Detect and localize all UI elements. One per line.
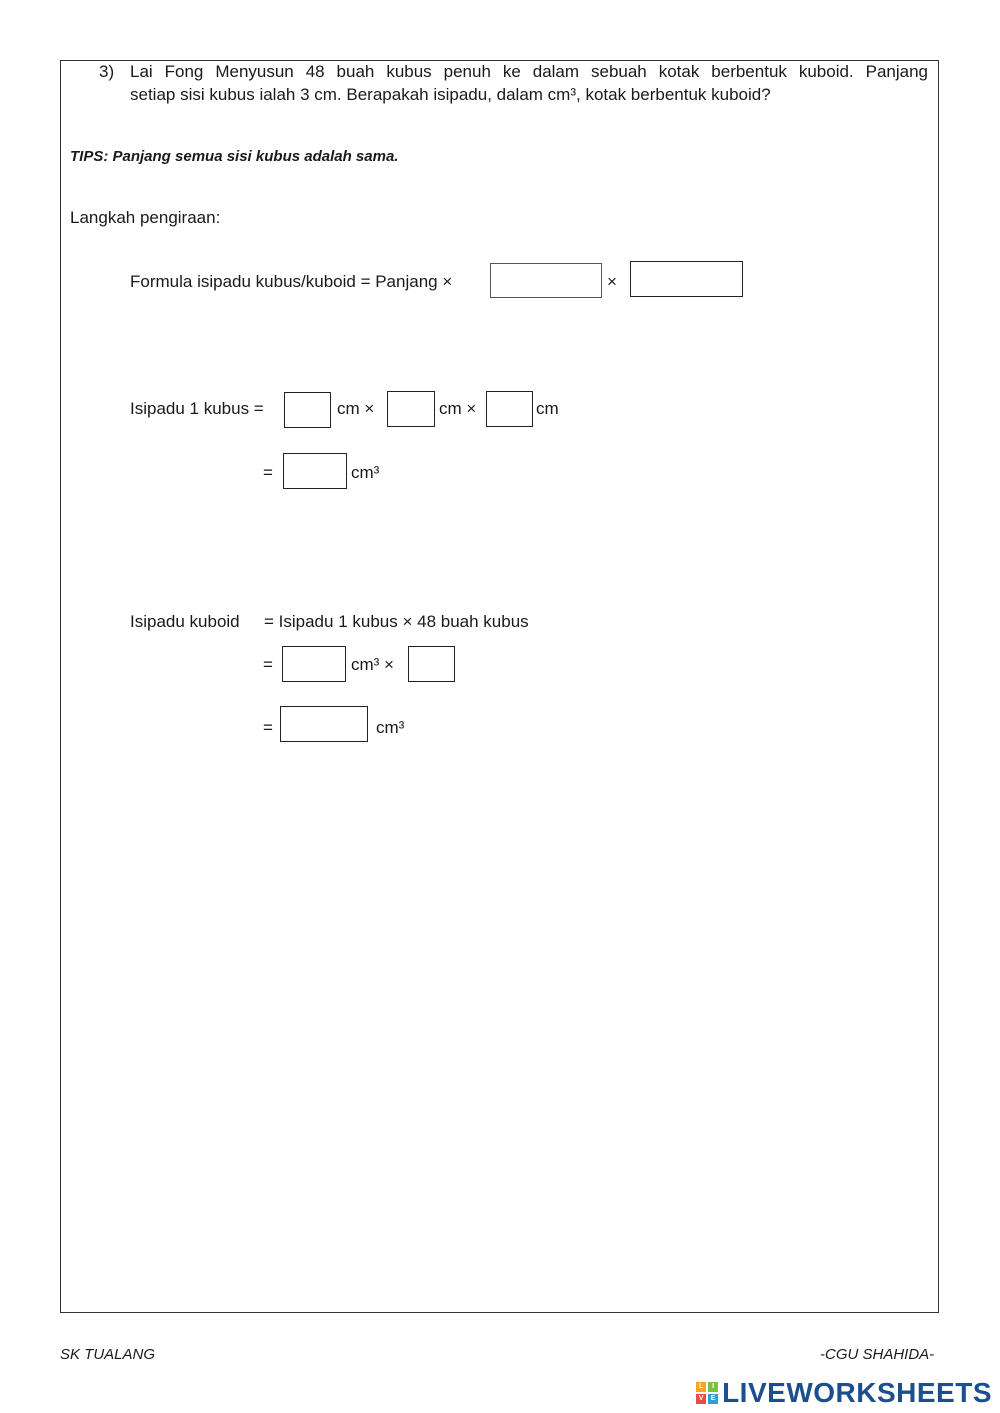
formula-text: Formula isipadu kubus/kuboid = Panjang × (130, 272, 453, 291)
tips-text: TIPS: Panjang semua sisi kubus adalah sama. (70, 148, 399, 165)
footer-author: -CGU SHAHIDA- (820, 1346, 935, 1363)
liveworksheets-logo (696, 1377, 992, 1409)
cube-volume-unit: cm³ (351, 463, 380, 482)
cube-side-box-3[interactable] (486, 391, 533, 427)
question-number: 3) (99, 62, 115, 81)
cube-equals-sign: = (263, 463, 273, 482)
cube-unit-1: cm × (337, 399, 375, 418)
logo-grid-icon (696, 1382, 718, 1404)
steps-label: Langkah pengiraan: (70, 208, 221, 227)
cube-side-box-1[interactable] (284, 392, 331, 428)
formula-answer-box-1[interactable] (490, 263, 602, 298)
cuboid-volume-answer-box[interactable] (280, 706, 368, 742)
cuboid-volume-expression: = Isipadu 1 kubus × 48 buah kubus (264, 612, 529, 631)
cube-unit-3: cm (536, 399, 559, 418)
logo-letter-l: L (696, 1382, 706, 1392)
cuboid-cube-volume-box[interactable] (282, 646, 346, 682)
cuboid-volume-label: Isipadu kuboid (130, 612, 240, 631)
cuboid-unit-times: cm³ × (351, 655, 394, 674)
cube-side-box-2[interactable] (387, 391, 435, 427)
question-text-line-1: Lai Fong Menyusun 48 buah kubus penuh ke dalam sebuah kotak berbentuk kuboid. Panjang (130, 62, 928, 81)
logo-text: LIVEWORKSHEETS (722, 1377, 992, 1408)
formula-answer-box-2[interactable] (630, 261, 743, 297)
logo-letter-e: E (708, 1394, 718, 1404)
cuboid-equals-sign-2: = (263, 718, 273, 737)
cube-unit-2: cm × (439, 399, 477, 418)
question-text-line-2: setiap sisi kubus ialah 3 cm. Berapakah isipadu, dalam cm³, kotak berbentuk kuboid? (130, 85, 771, 104)
question-frame (60, 60, 939, 1313)
cuboid-volume-unit: cm³ (376, 718, 405, 737)
cuboid-count-box[interactable] (408, 646, 455, 682)
logo-letter-i: I (708, 1382, 718, 1392)
cube-volume-answer-box[interactable] (283, 453, 347, 489)
cuboid-equals-sign-1: = (263, 655, 273, 674)
footer-school: SK TUALANG (60, 1346, 156, 1363)
formula-times-sign: × (607, 272, 617, 291)
logo-letter-v: V (696, 1394, 706, 1404)
cube-volume-label: Isipadu 1 kubus = (130, 399, 264, 418)
